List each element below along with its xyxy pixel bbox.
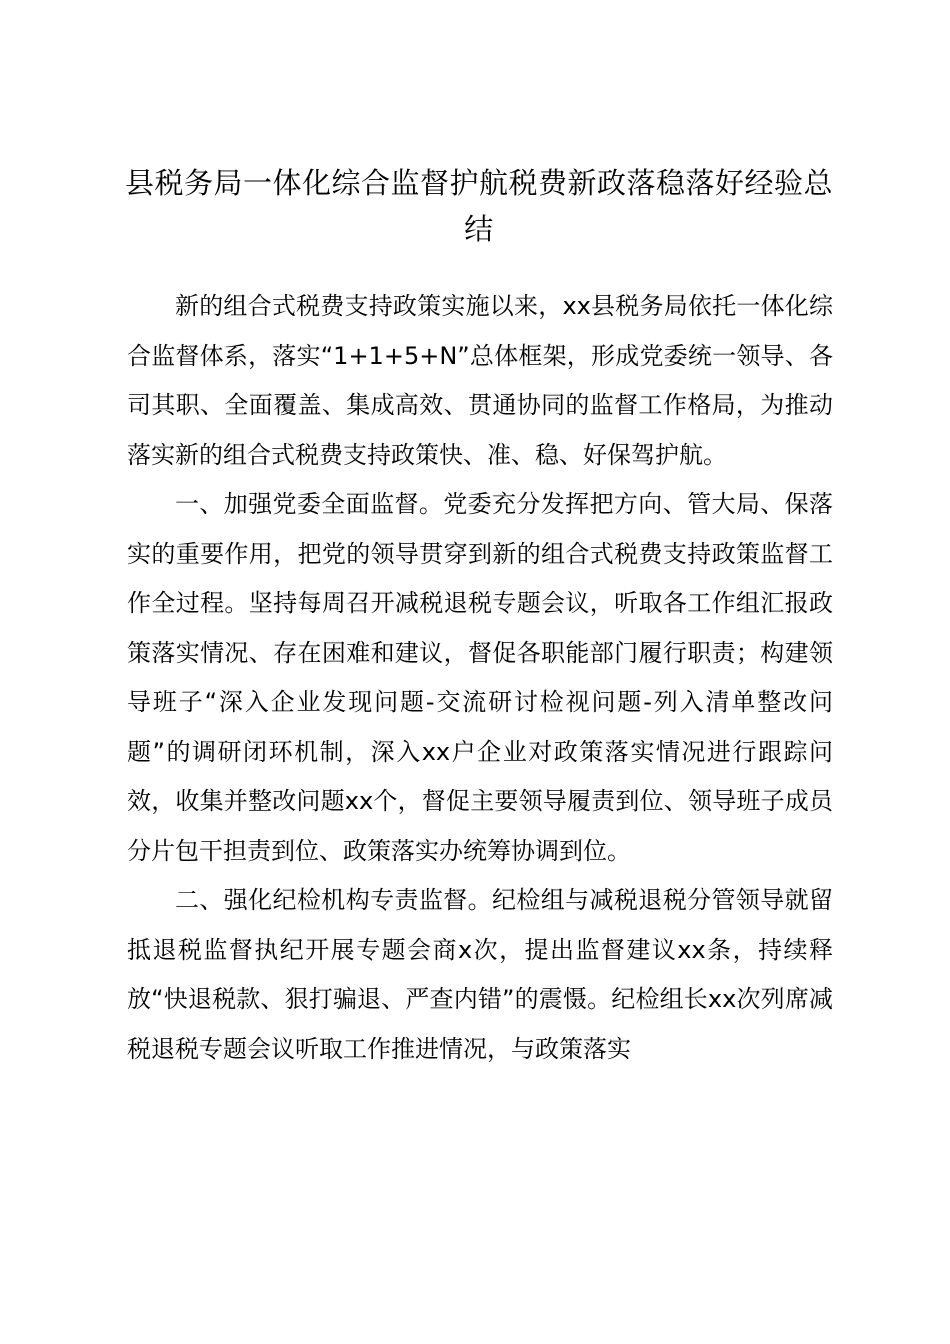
paragraph-section-one: 一、加强党委全面监督。党委充分发挥把方向、管大局、保落实的重要作用，把党的领导贯穿到新的组合式税费支持政策监督工作全过程。坚持每周召开减税退税专题会议，听取各工作组汇报政策落实情况、存在困难和建议，督促各职能部门履行职责；构建领导班子“深入企业发现问题-交流研讨检视问题-列入清单整改问题”的调研闭环机制，深入xx户企业对政策落实情况进行跟踪问效，收集并整改问题xx个，督促主要领导履责到位、领导班子成员分片包干担责到位、政策落实办统筹协调到位。	[127, 490, 833, 865]
document-title: 县税务局一体化综合监督护航税费新政落稳落好经验总结	[124, 166, 833, 246]
paragraph-section-two: 二、强化纪检机构专责监督。纪检组与减税退税分管领导就留抵退税监督执纪开展专题会商x次，提出监督建议xx条，持续释放“快退税款、狠打骗退、严查内错”的震慑。纪检组长xx次列席减税退税专题会议听取工作推进情况，与政策落实	[127, 886, 833, 1063]
document-body	[127, 282, 833, 1074]
paragraph-intro: 新的组合式税费支持政策实施以来，xx县税务局依托一体化综合监督体系，落实“1+1+5+N”总体框架，形成党委统一领导、各司其职、全面覆盖、集成高效、贯通协同的监督工作格局，为推动落实新的组合式税费支持政策快、准、稳、好保驾护航。	[127, 292, 833, 469]
